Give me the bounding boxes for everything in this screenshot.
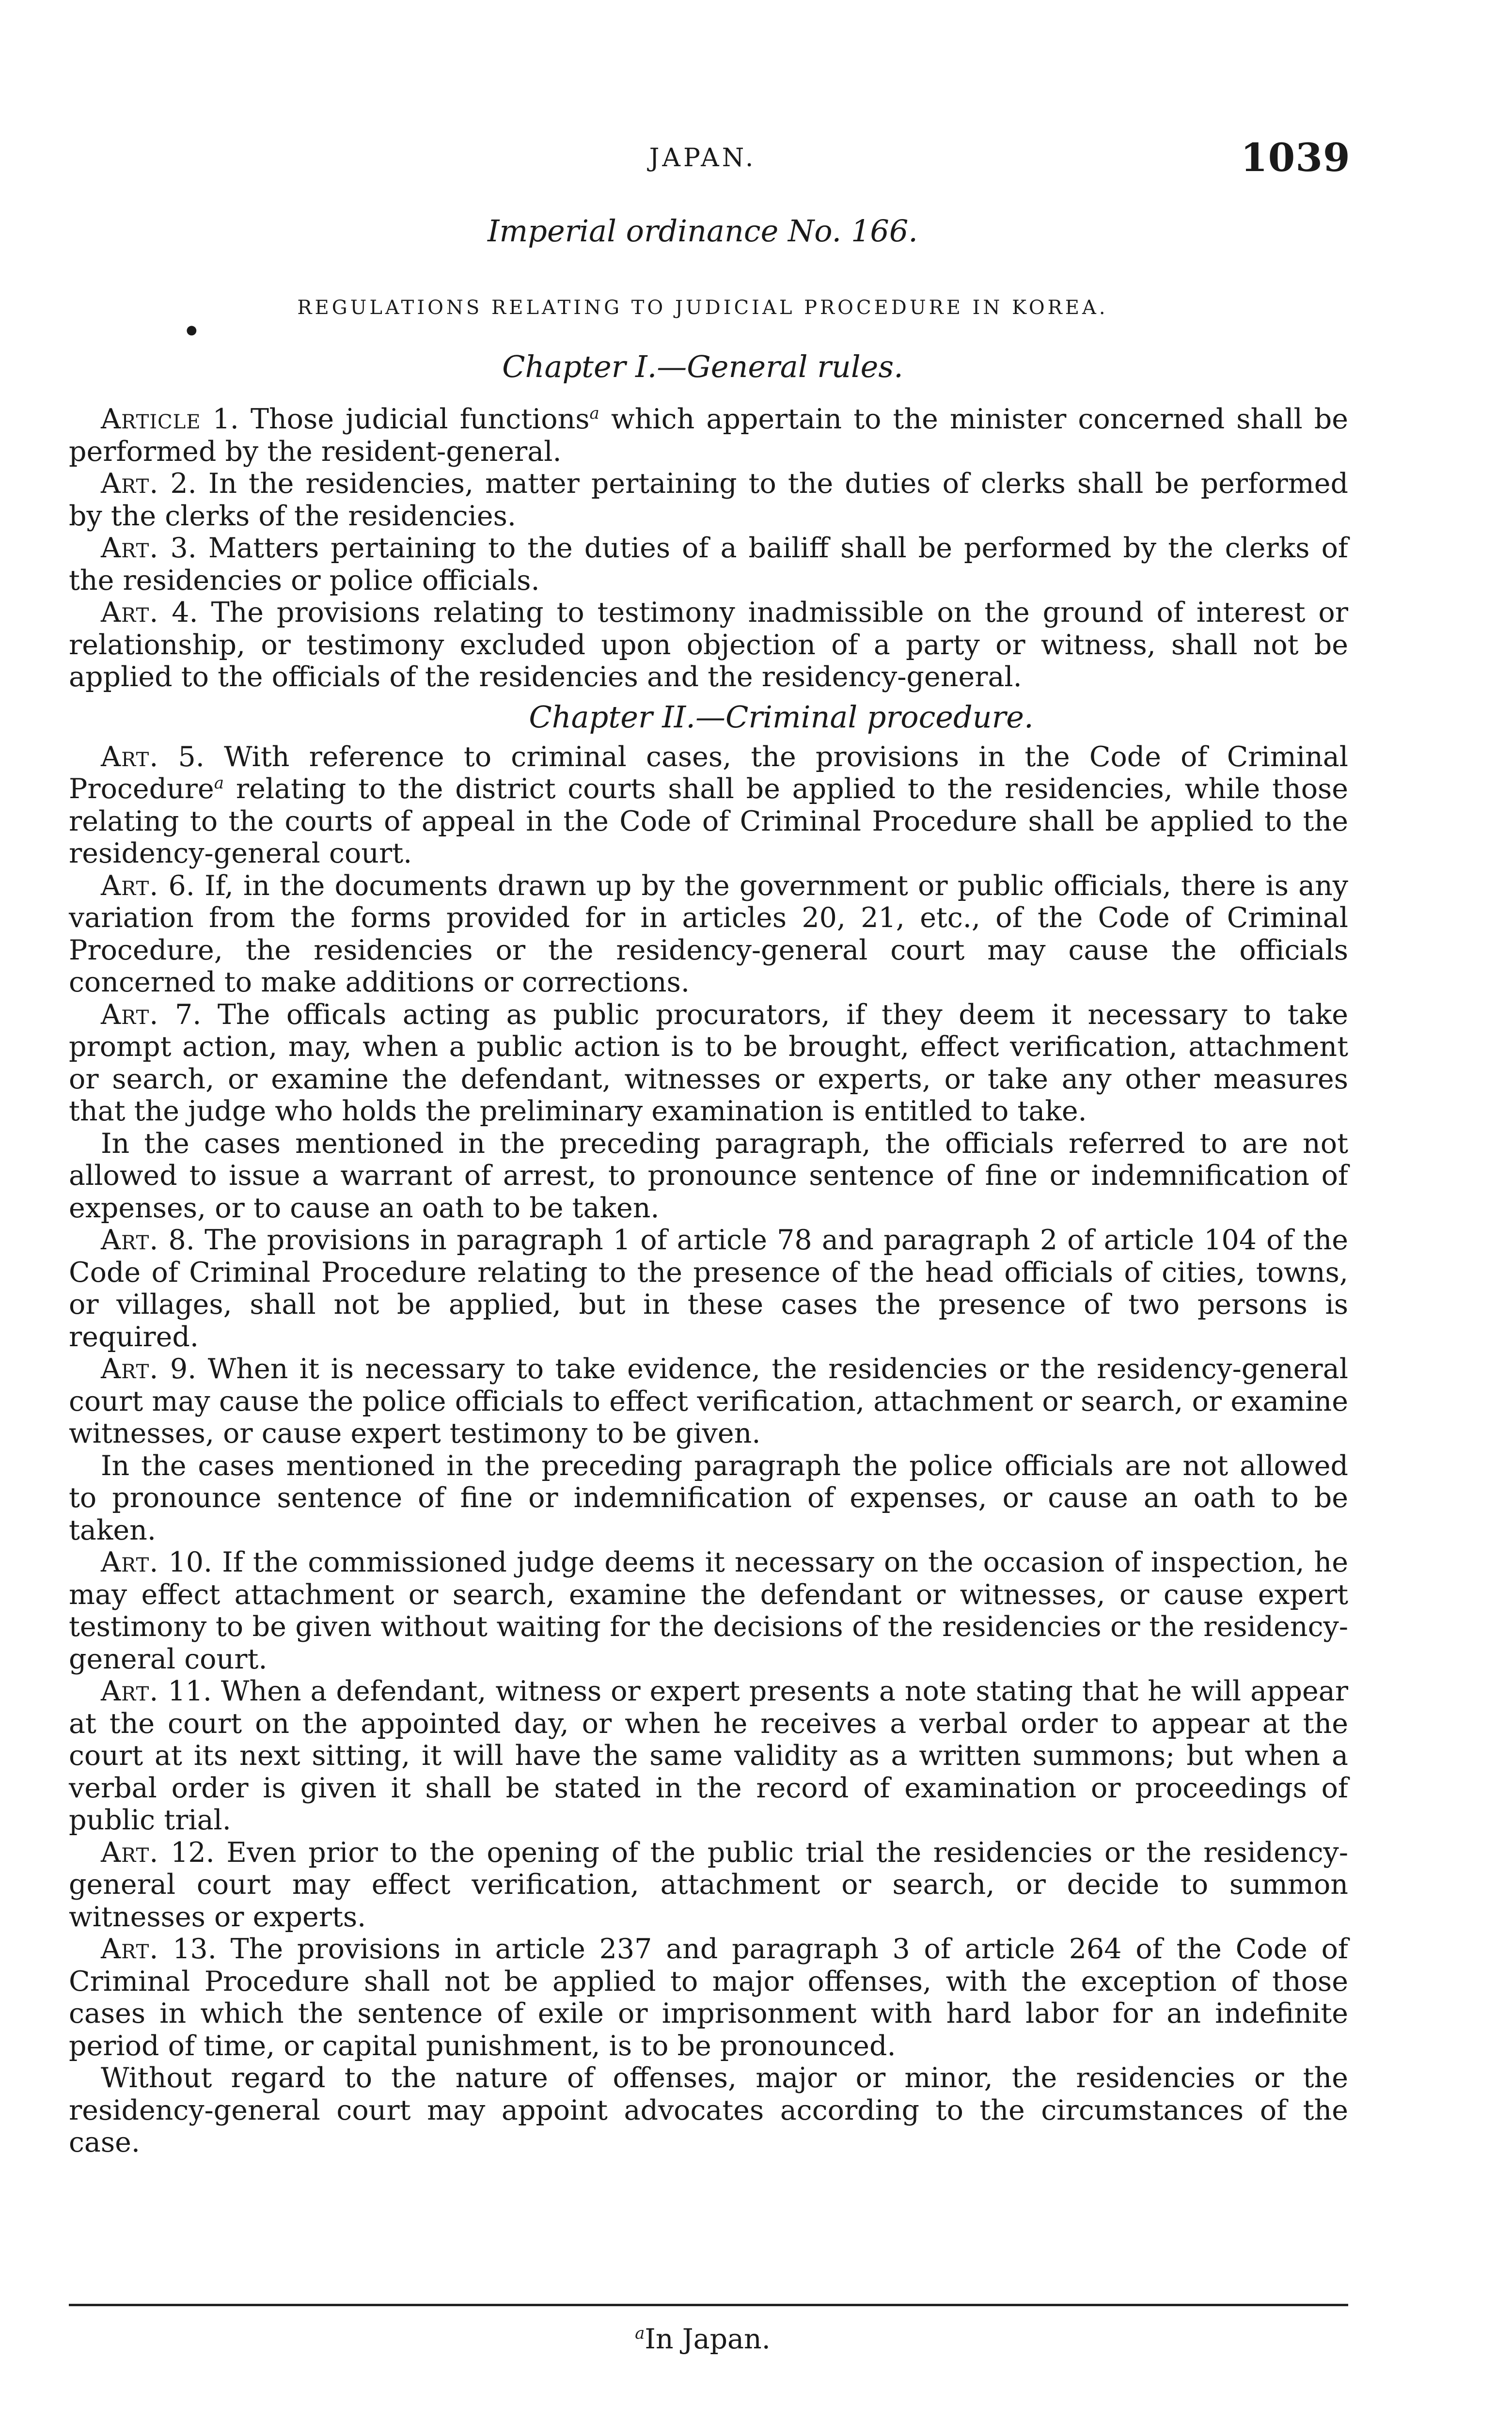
- article-text: The provisions relating to testimony inadmissible on the ground of interest or relationship, or testimony excluded upon objection of a party or witness, shall not be applied to the officials of the residencies and the residency-general.: [69, 597, 1348, 693]
- article-text: When it is necessary to take evidence, the residencies or the residency-general court may cause the police officials to effect verification, attachment or search, or examine witnesses, or cause expert testimony to be given.: [69, 1353, 1348, 1449]
- article-text: With reference to criminal cases, the provisions in the Code of Criminal Procedure: [69, 740, 1348, 805]
- article-number: 10.: [168, 1546, 213, 1578]
- article-text: In the residencies, matter pertaining to the duties of clerks shall be performed by the clerks of the residencies.: [69, 468, 1348, 532]
- article-label: Art.: [101, 740, 159, 773]
- article-13: [69, 1933, 1348, 2062]
- article-text: When a defendant, witness or expert presents a note stating that he will appear at the court on the appointed day, or when he receives a verbal order to appear at the court at its next sitting, it will have the same validity as a written summons; but when a verbal order is given it shall be stated in the record of examination or proceedings of public trial.: [69, 1675, 1348, 1836]
- article-label: Art.: [101, 998, 159, 1031]
- running-head: [0, 135, 1512, 188]
- article-label: Art.: [101, 1675, 159, 1707]
- article-text: If, in the documents drawn up by the government or public officials, there is any variation from the forms provided for in articles 20, 21, etc., of the Code of Criminal Procedure, the residencies or the residency-general court may cause the officials concerned to make additions or corrections.: [69, 869, 1348, 998]
- article-number: 2.: [170, 468, 197, 500]
- article-number: 4.: [172, 597, 198, 629]
- running-title: JAPAN.: [649, 143, 756, 173]
- article-13-paragraph-2: Without regard to the nature of offenses, major or minor, the residencies or the residency-general court may appoint advocates according to the circumstances of the case.: [69, 2062, 1348, 2158]
- article-label: Article: [101, 403, 201, 435]
- page-number: 1039: [1241, 135, 1351, 180]
- article-text: The provisions in article 237 and paragraph 3 of article 264 of the Code of Criminal Procedure shall not be applied to major offenses, with the exception of those cases in which the sentence of exile or imprisonment with hard labor for an indefinite period of time, or capital punishment, is to be pronounced.: [69, 1933, 1348, 2062]
- article-label: Art.: [101, 1836, 159, 1869]
- body-text: [69, 403, 1348, 2159]
- ordinance-title: Imperial ordinance No. 166.: [487, 213, 918, 249]
- article-label: Art.: [101, 1224, 159, 1256]
- article-label: Art.: [101, 1546, 159, 1578]
- article-5: [69, 741, 1348, 870]
- article-label: Art.: [101, 869, 159, 902]
- article-label: Art.: [101, 597, 159, 629]
- article-text: If the commissioned judge deems it necessary on the occasion of inspection, he may effect attachment or search, examine the defendant or witnesses, or cause expert testimony to be given without waiting for the decisions of the residencies or the residency-general court.: [69, 1546, 1348, 1675]
- article-number: 12.: [171, 1836, 215, 1869]
- article-6: [69, 870, 1348, 999]
- article-number: 11.: [168, 1675, 212, 1707]
- article-number: 9.: [170, 1353, 197, 1385]
- article-10: [69, 1546, 1348, 1675]
- article-8: [69, 1224, 1348, 1353]
- article-3: [69, 532, 1348, 597]
- article-label: Art.: [101, 532, 159, 564]
- article-2: [69, 468, 1348, 532]
- article-7: [69, 999, 1348, 1128]
- footnote-ref: a: [589, 404, 599, 423]
- regulations-title: REGULATIONS RELATING TO JUDICIAL PROCEDURE IN KOREA.: [297, 297, 1108, 319]
- stray-mark: ●: [186, 323, 197, 337]
- article-text: relating to the district courts shall be applied to the residencies, while those relating to the courts of appeal in the Code of Criminal Procedure shall be applied to the residency-general court.: [69, 773, 1348, 869]
- article-9-paragraph-2: In the cases mentioned in the preceding paragraph the police officials are not allowed to pronounce sentence of fine or indemnification of expenses, or cause an oath to be taken.: [69, 1449, 1348, 1546]
- article-label: Art.: [101, 468, 159, 500]
- article-1: [69, 403, 1348, 468]
- chapter-1-heading: Chapter I.—General rules.: [502, 349, 903, 384]
- article-label: Art.: [101, 1933, 159, 1965]
- article-number: 7.: [174, 998, 202, 1031]
- article-text: The officals acting as public procurators, if they deem it necessary to take prompt action, may, when a public action is to be brought, effect verification, attachment or search, or examine the defendant, witnesses or experts, or take any other measures that the judge who holds the preliminary examination is entitled to take.: [69, 998, 1348, 1127]
- footnote-marker: a: [635, 2324, 645, 2343]
- article-text: The provisions in paragraph 1 of article 78 and paragraph 2 of article 104 of the Code of Criminal Procedure relating to the presence of the head officials of cities, towns, or villages, shall not be applied, but in these cases the presence of two persons is required.: [69, 1224, 1349, 1353]
- article-11: [69, 1675, 1348, 1837]
- article-number: 8.: [168, 1224, 195, 1256]
- footnote: [0, 2323, 1405, 2355]
- article-number: 3.: [170, 532, 197, 564]
- chapter-2-heading: Chapter II.—Criminal procedure.: [529, 699, 1034, 735]
- article-text: Those judicial functions: [251, 403, 590, 435]
- article-number: 5.: [178, 740, 205, 773]
- article-text: which appertain to the minister concerned shall be performed by the resident-general.: [69, 403, 1348, 468]
- article-text: Even prior to the opening of the public trial the residencies or the residency-general court may effect verification, attachment or search, or decide to summon witnesses or experts.: [69, 1836, 1349, 1933]
- article-4: [69, 597, 1348, 693]
- article-12: [69, 1837, 1348, 1934]
- footnote-ref: a: [214, 773, 224, 793]
- article-7-paragraph-2: In the cases mentioned in the preceding paragraph, the officials referred to are not allowed to issue a warrant of arrest, to pronounce sentence of fine or indemnification of expenses, or to cause an oath to be taken.: [69, 1127, 1348, 1224]
- article-9: [69, 1353, 1348, 1450]
- footnote-text: In Japan.: [645, 2323, 771, 2355]
- footnote-divider: [69, 2304, 1348, 2306]
- article-text: Matters pertaining to the duties of a bailiff shall be performed by the clerks of the residencies or police officials.: [69, 532, 1348, 597]
- article-number: 6.: [168, 869, 195, 902]
- article-label: Art.: [101, 1353, 159, 1385]
- article-number: 1.: [212, 403, 239, 435]
- article-number: 13.: [173, 1933, 217, 1965]
